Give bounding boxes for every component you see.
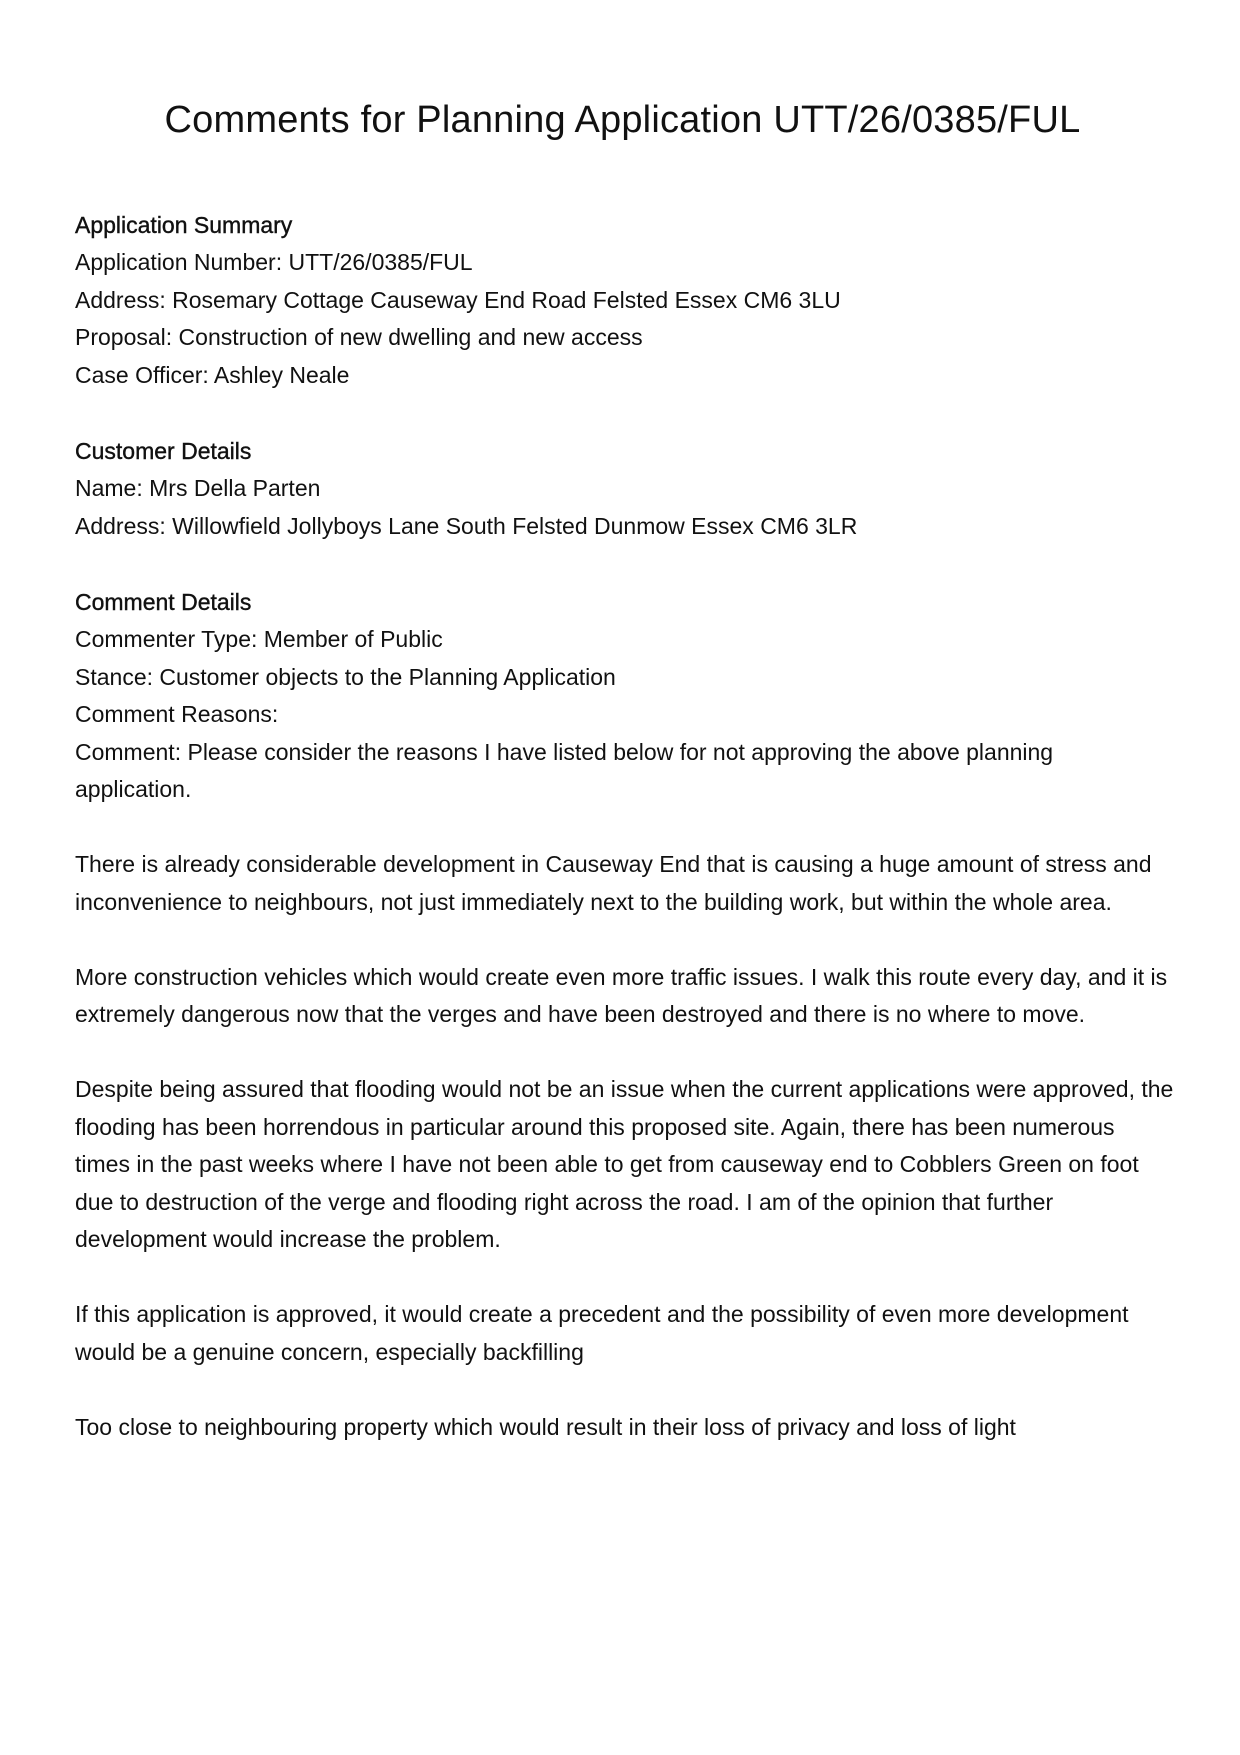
application-proposal: Proposal: Construction of new dwelling and new access — [75, 324, 643, 350]
comment-intro: Comment: Please consider the reasons I have listed below for not approving the above planning application. — [75, 738, 1054, 802]
page-title: Comments for Planning Application UTT/26/0385/FUL — [164, 99, 1081, 141]
customer-address: Address: Willowfield Jollyboys Lane South Felsted Dunmow Essex CM6 3LR — [75, 512, 858, 539]
comment-details-section — [75, 583, 1174, 1446]
comment-paragraph: There is already considerable development in Causeway End that is causing a huge amount of stress and inconvenience to neighbours, not just immediately next to the building work, but within the whole area. — [75, 851, 1152, 915]
application-address: Address: Rosemary Cottage Causeway End Road Felsted Essex CM6 3LU — [75, 286, 841, 313]
comment-paragraph: More construction vehicles which would create even more traffic issues. I walk this route every day, and it is extremely dangerous now that the verges and have been destroyed and there is no where to move. — [75, 963, 1168, 1027]
commenter-type: Commenter Type: Member of Public — [75, 626, 443, 652]
comment-paragraph: If this application is approved, it would create a precedent and the possibility of even more development would be a genuine concern, especially backfilling — [75, 1301, 1129, 1365]
comment-reasons: Comment Reasons: — [75, 701, 279, 727]
application-summary-section — [75, 206, 1170, 394]
comment-paragraph: Too close to neighbouring property which would result in their loss of privacy and loss of light — [75, 1413, 1016, 1440]
stance: Stance: Customer objects to the Planning Application — [75, 663, 616, 690]
customer-details-heading: Customer Details — [75, 438, 252, 464]
customer-name: Name: Mrs Della Parten — [75, 475, 321, 501]
application-number: Application Number: UTT/26/0385/FUL — [75, 249, 473, 275]
application-summary-heading: Application Summary — [75, 212, 293, 238]
case-officer: Case Officer: Ashley Neale — [75, 361, 350, 388]
customer-details-section — [75, 432, 1170, 545]
comment-paragraph: Despite being assured that flooding would not be an issue when the current applications were approved, the flooding has been horrendous in particular around this proposed site. Again, there has been numerous times in the past weeks where I have not been able to get from causeway end to Cobblers Green on foot due to destruction of the verge and flooding right across the road. I am of the opinion that further development would increase the problem. — [75, 1076, 1174, 1252]
comment-details-heading: Comment Details — [75, 589, 252, 615]
